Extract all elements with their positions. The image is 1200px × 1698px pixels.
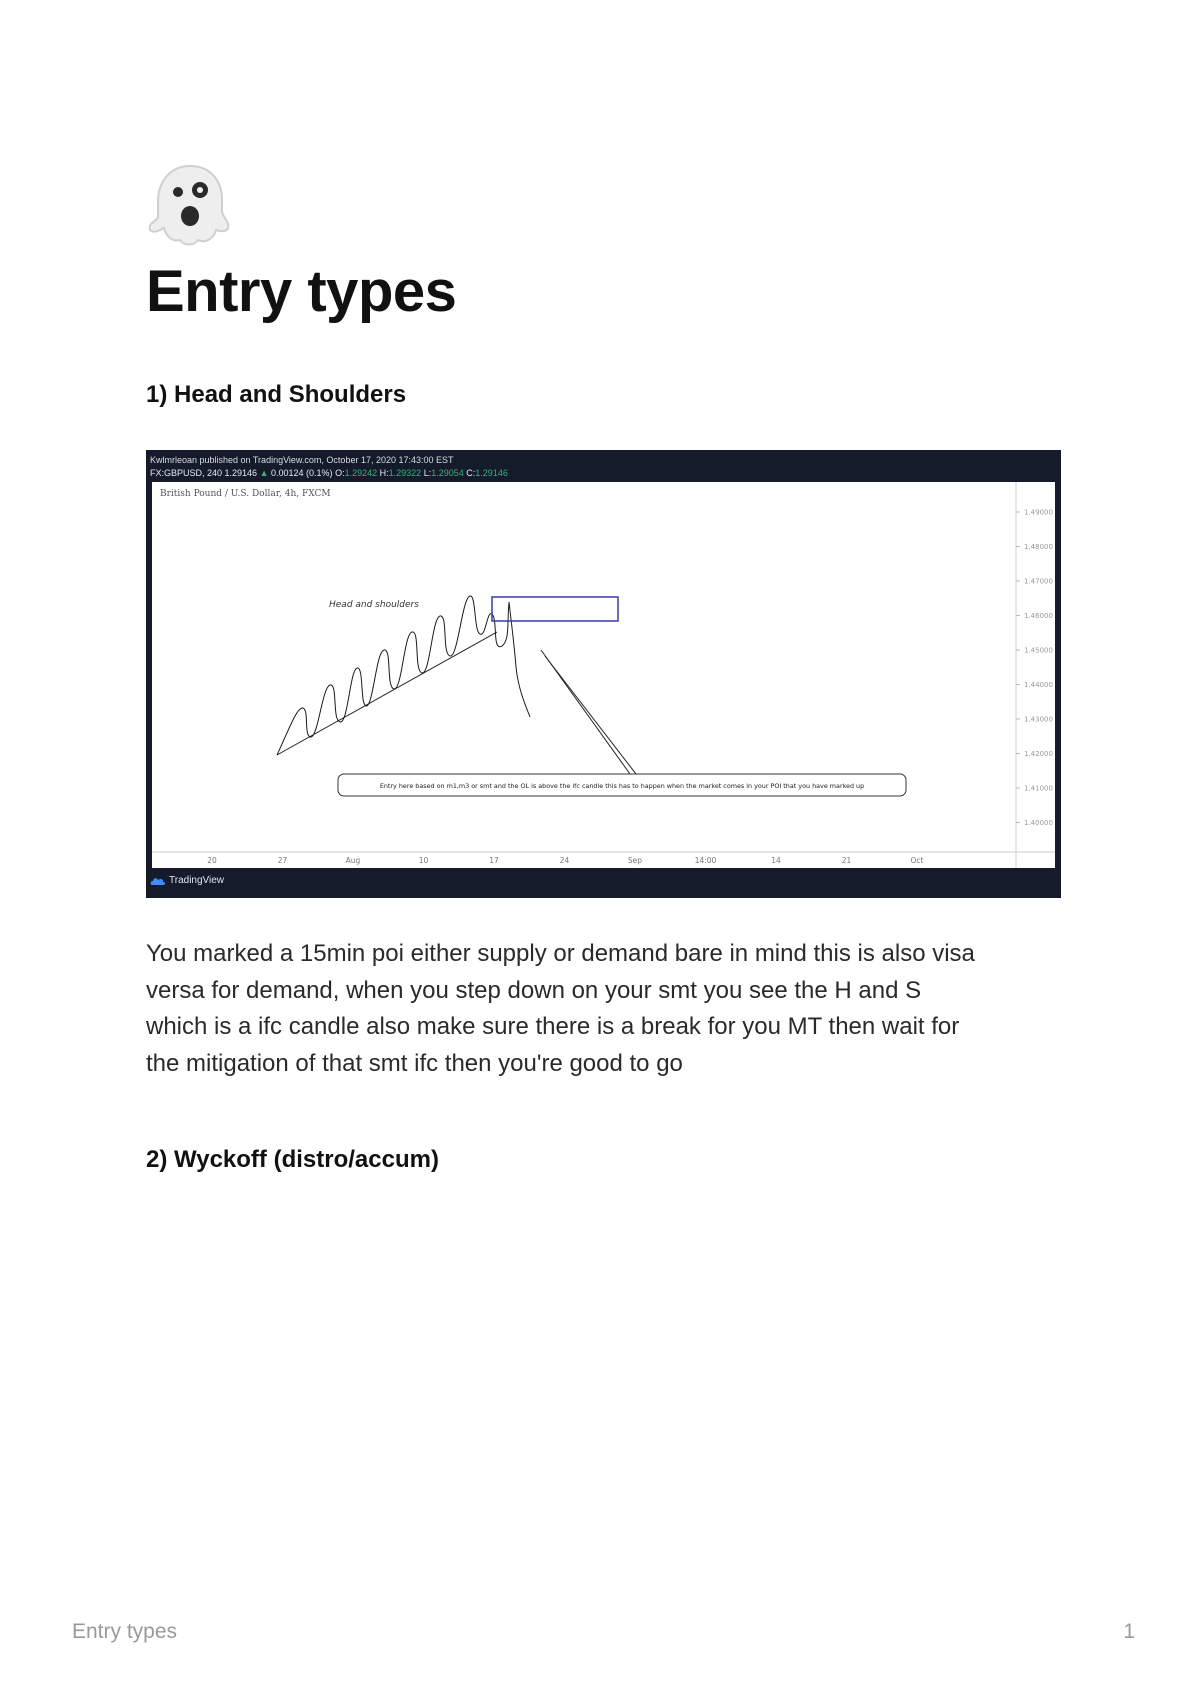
price-tick-label: 1.42000: [1024, 750, 1053, 758]
footer-title: Entry types: [72, 1620, 178, 1643]
close-value: 1.29146: [475, 468, 508, 478]
price-tick-label: 1.41000: [1024, 784, 1053, 793]
section-heading-wyckoff: 2) Wyckoff (distro/accum): [146, 1146, 439, 1173]
page-title: Entry types: [146, 259, 457, 324]
time-tick-label: 10: [418, 856, 429, 865]
time-tick-label: 24: [559, 856, 570, 865]
tradingview-brand: TradingView: [169, 875, 225, 886]
price-tick-label: 1.44000: [1024, 681, 1053, 689]
page-number: 1: [1123, 1620, 1135, 1643]
chart-screenshot: [146, 450, 1061, 898]
low-label: L:: [423, 468, 432, 478]
pair-label: British Pound / U.S. Dollar, 4h, FXCM: [160, 489, 331, 499]
chart-drawing: [152, 482, 1055, 868]
low-value: 1.29054: [431, 468, 464, 478]
tradingview-logo-icon: [150, 876, 166, 886]
price-tick-label: 1.45000: [1024, 646, 1053, 655]
price-tick-label: 1.48000: [1024, 543, 1053, 551]
paragraph-line: versa for demand, when you step down on your smt you see the H and S: [146, 976, 922, 1004]
tradingview-footer: [150, 875, 224, 886]
symbol-prefix: FX:GBPUSD, 240 1.29146: [150, 468, 258, 478]
paragraph-line: the mitigation of that smt ifc then you're good to go: [146, 1049, 683, 1077]
paragraph-line: You marked a 15min poi either supply or demand bare in mind this is also visa: [146, 940, 975, 967]
high-value: 1.29322: [388, 468, 422, 478]
time-tick-label: Oct: [910, 856, 924, 865]
time-tick-label: 14:00: [694, 856, 717, 865]
up-arrow-icon: ▲: [259, 468, 269, 478]
price-tick-label: 1.47000: [1024, 577, 1053, 586]
close-label: C:: [466, 468, 476, 478]
time-tick-label: 17: [489, 856, 499, 865]
pattern-annotation: Head and shoulders: [329, 600, 419, 610]
time-tick-label: Sep: [627, 856, 643, 865]
body-paragraph: [146, 936, 1076, 1082]
price-tick-label: 1.40000: [1024, 819, 1053, 827]
publisher-line: Kwlmrleoan published on TradingView.com, October 17, 2020 17:43:00 EST: [150, 455, 454, 465]
price-tick-label: 1.46000: [1024, 612, 1053, 620]
entry-annotation: Entry here based on m1,m3 or smt and the OL is above the ifc candle this has to happen when the market comes in your POI that you have marked up: [379, 782, 865, 790]
open-value: 1.29242: [344, 468, 378, 478]
price-tick-label: 1.49000: [1024, 508, 1053, 517]
time-tick-label: 14: [771, 856, 781, 865]
paragraph-line: which is a ifc candle also make sure there is a break for you MT then wait for: [146, 1013, 960, 1041]
price-tick-label: 1.43000: [1024, 715, 1053, 724]
section-heading-head-and-shoulders: 1) Head and Shoulders: [146, 381, 407, 408]
open-label: O:: [335, 468, 345, 478]
time-tick-label: 27: [277, 856, 288, 865]
high-label: H:: [379, 468, 389, 478]
ghost-icon: [144, 160, 236, 248]
chart-plot-area: [152, 482, 1055, 868]
time-tick-label: Aug: [345, 856, 361, 865]
time-tick-label: 21: [841, 856, 852, 865]
change-value: 0.00124 (0.1%): [271, 468, 333, 478]
symbol-line: [150, 468, 508, 478]
time-tick-label: 20: [207, 856, 217, 865]
